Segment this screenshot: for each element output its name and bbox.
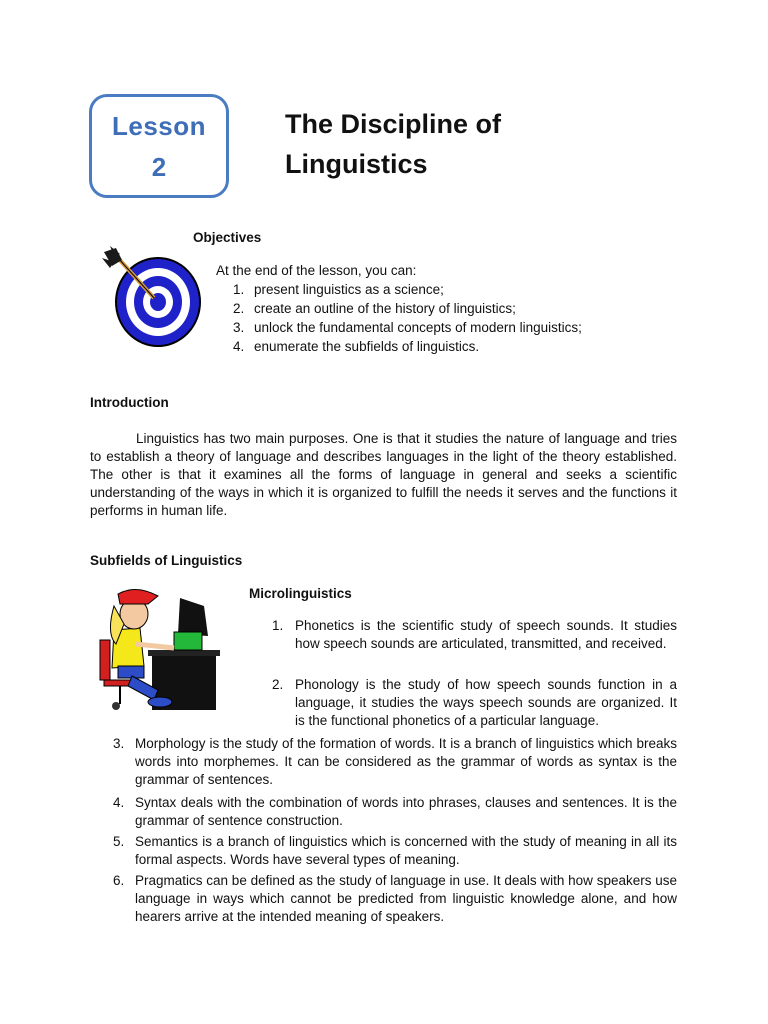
subfields-heading: Subfields of Linguistics [90, 553, 243, 568]
title-line-1: The Discipline of [285, 109, 502, 139]
objectives-intro: At the end of the lesson, you can: [216, 263, 417, 278]
list-item: 1. present linguistics as a science; [233, 282, 444, 297]
list-item: 4. enumerate the subfields of linguistics. [233, 339, 480, 354]
lesson-word: Lesson [111, 111, 207, 141]
list-item: 3. unlock the fundamental concepts of modern linguistics; [233, 320, 582, 335]
objectives-heading: Objectives [193, 230, 262, 245]
title-line-2: Linguistics [285, 149, 428, 179]
introduction-paragraph: Linguistics has two main purposes. One is that it studies the nature of language and tries to establish a theory of language and describes languages in the light of the theory established. The other is that it examines all the forms of language in general and seeks a scientific understanding of the ways in which it is organized to fulfill the needs it serves and the functions it performs in human life. [90, 431, 677, 518]
list-item: 2. create an outline of the history of linguistics; [233, 301, 516, 316]
microlinguistics-heading: Microlinguistics [249, 586, 352, 601]
lesson-number: 2 [151, 152, 167, 182]
introduction-heading: Introduction [90, 395, 169, 410]
subfields-list: 1. Phonetics is the scientific study of speech sounds. It studies how speech sounds are articulated, transmitted, and received. 2. Phonology is the study of how speech sounds function in a language, it studies the ways speech sounds are organized. It is the functional phonetics of a particular language. 3. Morphology is the study of the formation of words. It is a branch of linguistics which breaks words into morphemes. It can be considered as the grammar of words as syntax is the grammar of sentences. 4. Syntax deals with the combination of words into phrases, clauses and sentences. It is the grammar of sentence construction. 5. Semantics is a branch of linguistics which is concerned with the study of meaning in all its formal aspects. Words have several types of meaning. 6. Pragmatics can be defined as the study of language in use. It deals with how speakers use language in ways which cannot be predicted from linguistic knowledge alone, and how hearers arrive at the intended meaning of speakers. [113, 618, 677, 924]
